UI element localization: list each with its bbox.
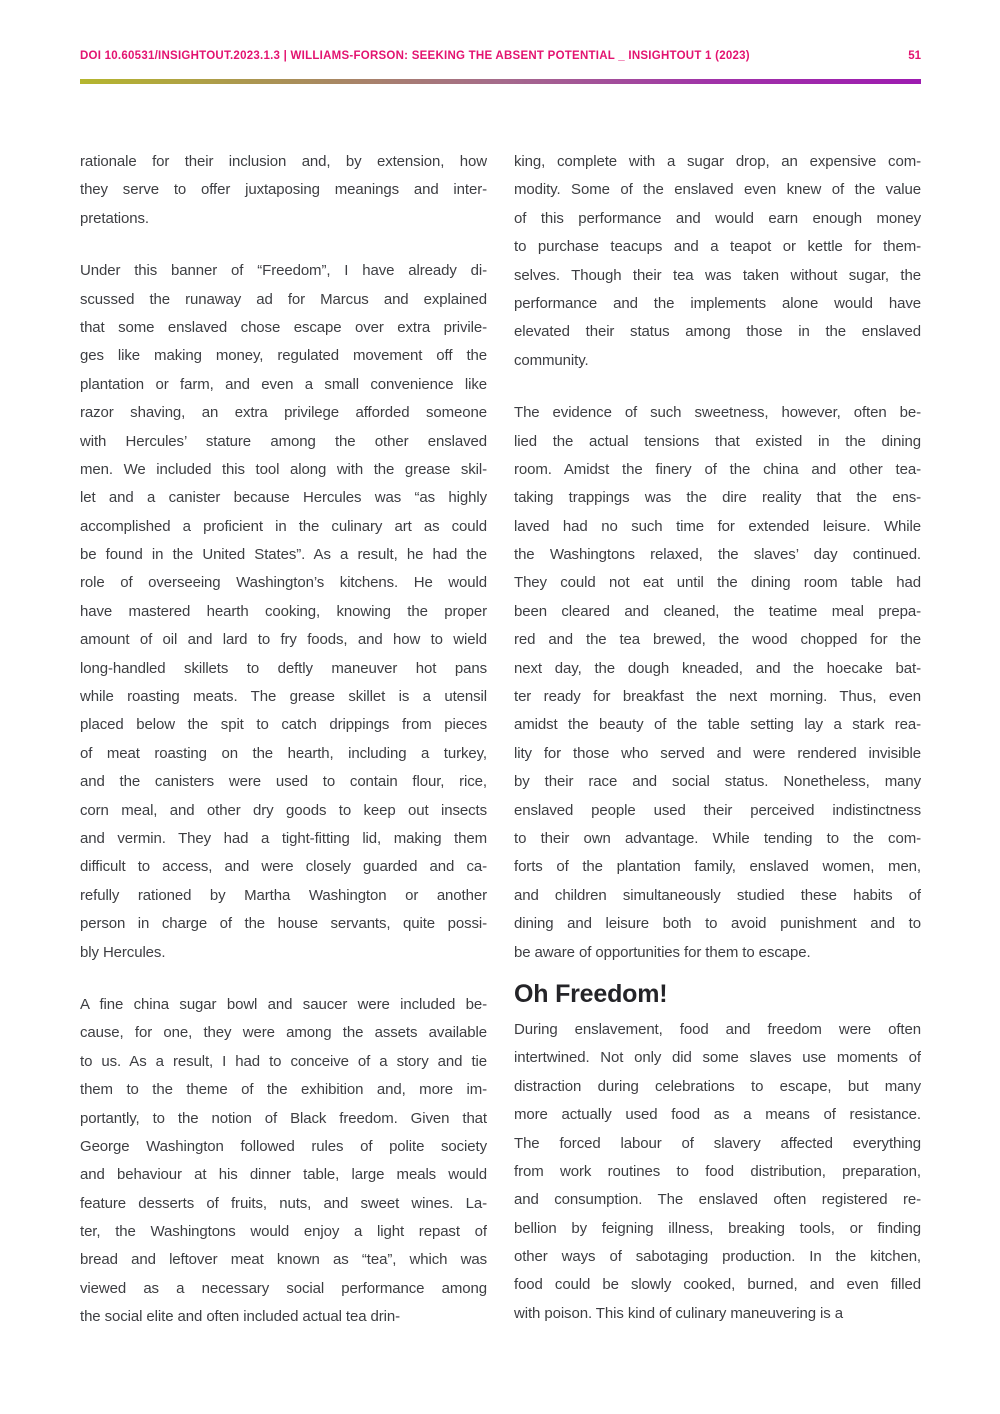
text-line: have mastered hearth cooking, knowing the proper	[80, 602, 487, 620]
text-line: them to the theme of the exhibition and, more im-	[80, 1081, 487, 1099]
text-line: ges like making money, regulated movement off the	[80, 347, 487, 365]
right-column	[514, 148, 921, 1332]
text-line: George Washington followed rules of polite society	[80, 1137, 487, 1155]
text-line: and consumption. The enslaved often registered re-	[514, 1191, 921, 1209]
text-line: They could not eat until the dining room table had	[514, 574, 921, 592]
text-line: with poison. This kind of culinary maneuvering is a	[514, 1304, 843, 1322]
text-line: placed below the spit to catch drippings from pieces	[80, 716, 487, 734]
text-line: let and a canister because Hercules was “as highly	[80, 489, 487, 507]
page-header	[0, 0, 1000, 84]
text-line: Under this banner of “Freedom”, I have already di-	[80, 262, 487, 280]
text-line: king, complete with a sugar drop, an expensive com-	[514, 153, 921, 170]
text-line: they serve to offer juxtaposing meanings and inter-	[80, 181, 487, 199]
text-line: to us. As a result, I had to conceive of a story and tie	[80, 1052, 487, 1070]
text-line: distraction during celebrations to escape, but many	[514, 1077, 921, 1095]
paragraph	[514, 1016, 921, 1328]
text-line: cause, for one, they were among the assets available	[80, 1024, 487, 1042]
text-line: pretations.	[80, 209, 149, 227]
text-line: scussed the runaway ad for Marcus and explained	[80, 290, 487, 308]
text-line: that some enslaved chose escape over extra privile-	[80, 318, 487, 336]
text-line: more actually used food as a means of resistance.	[514, 1106, 921, 1124]
text-line: feature desserts of fruits, nuts, and sweet wines. La-	[80, 1194, 487, 1212]
text-line: lied the actual tensions that existed in the dining	[514, 432, 921, 450]
text-line: and vermin. They had a tight-fitting lid, making them	[80, 829, 487, 847]
text-line: red and the tea brewed, the wood chopped for the	[514, 631, 921, 649]
text-line: ter, the Washingtons would enjoy a light repast of	[80, 1223, 487, 1241]
text-line: rationale for their inclusion and, by extension, how	[80, 153, 487, 170]
text-line: while roasting meats. The grease skillet is a utensil	[80, 688, 487, 706]
text-line: bellion by feigning illness, breaking tools, or finding	[514, 1219, 921, 1237]
text-line: accomplished a proficient in the culinary art as could	[80, 517, 487, 535]
text-line: The evidence of such sweetness, however, often be-	[514, 404, 921, 422]
text-line: person in charge of the house servants, quite possi-	[80, 915, 487, 933]
text-line: forts of the plantation family, enslaved women, men,	[514, 858, 921, 876]
text-line: the social elite and often included actual tea drin-	[80, 1308, 401, 1326]
text-line: be found in the United States”. As a result, he had the	[80, 546, 487, 564]
paragraph	[80, 148, 487, 233]
article-columns	[80, 148, 921, 1332]
text-line: other ways of sabotaging production. In the kitchen,	[514, 1248, 921, 1266]
text-line: amidst the beauty of the table setting lay a stark rea-	[514, 716, 921, 734]
text-line: taking trappings was the dire reality that the ens-	[514, 489, 921, 507]
text-line: bly Hercules.	[80, 943, 166, 961]
text-line: community.	[514, 351, 589, 369]
text-line: viewed as a necessary social performance among	[80, 1279, 487, 1297]
text-line: dining and leisure both to avoid punishment and to	[514, 915, 921, 933]
text-line: from work routines to food distribution, preparation,	[514, 1162, 921, 1180]
text-line: lity for those who served and were rendered invisible	[514, 744, 921, 762]
text-line: men. We included this tool along with the grease skil-	[80, 460, 487, 478]
gradient-rule	[80, 79, 921, 84]
text-line: of this performance and would earn enough money	[514, 209, 921, 227]
text-line: amount of oil and lard to fry foods, and how to wield	[80, 631, 487, 649]
text-line: refully rationed by Martha Washington or another	[80, 886, 487, 904]
text-line: corn meal, and other dry goods to keep out insects	[80, 801, 487, 819]
section-heading: Oh Freedom!	[514, 979, 668, 1008]
text-line: ter ready for breakfast the next morning. Thus, even	[514, 688, 921, 706]
text-line: performance and the implements alone would have	[514, 294, 921, 312]
text-line: be aware of opportunities for them to escape.	[514, 943, 811, 961]
text-line: been cleared and cleaned, the teatime meal prepa-	[514, 602, 921, 620]
text-line: next day, the dough kneaded, and the hoecake bat-	[514, 659, 921, 677]
running-head: DOI 10.60531/INSIGHTOUT.2023.1.3 | WILLIAMS-FORSON: SEEKING THE ABSENT POTENTIAL _ INSIGHTOUT 1 (2023)	[80, 50, 750, 62]
text-line: razor shaving, an extra privilege afforded someone	[80, 404, 487, 422]
text-line: selves. Though their tea was taken without sugar, the	[514, 266, 921, 284]
text-line: portantly, to the notion of Black freedom. Given that	[80, 1109, 487, 1127]
text-line: room. Amidst the finery of the china and other tea-	[514, 460, 921, 478]
paragraph	[514, 399, 921, 967]
paragraph	[80, 991, 487, 1332]
text-line: enslaved people used their perceived indistinctness	[514, 801, 921, 819]
left-column	[80, 148, 487, 1332]
text-line: with Hercules’ stature among the other enslaved	[80, 432, 487, 450]
text-line: the Washingtons relaxed, the slaves’ day continued.	[514, 546, 921, 564]
text-line: by their race and social status. Nonetheless, many	[514, 773, 921, 791]
text-line: difficult to access, and were closely guarded and ca-	[80, 858, 487, 876]
text-line: bread and leftover meat known as “tea”, which was	[80, 1251, 487, 1269]
text-line: of meat roasting on the hearth, including a turkey,	[80, 744, 487, 762]
text-line: modity. Some of the enslaved even knew of the value	[514, 181, 921, 199]
text-line: During enslavement, food and freedom were often	[514, 1020, 921, 1038]
text-line: intertwined. Not only did some slaves use moments of	[514, 1049, 921, 1067]
text-line: long-handled skillets to deftly maneuver hot pans	[80, 659, 487, 677]
text-line: elevated their status among those in the enslaved	[514, 323, 921, 341]
text-line: food could be slowly cooked, burned, and even filled	[514, 1276, 921, 1294]
page-number: 51	[908, 50, 921, 62]
text-line: plantation or farm, and even a small convenience like	[80, 375, 487, 393]
text-line: A fine china sugar bowl and saucer were included be-	[80, 995, 487, 1013]
text-line: The forced labour of slavery affected everything	[514, 1134, 921, 1152]
text-line: to purchase teacups and a teapot or kettle for them-	[514, 238, 921, 256]
paragraph	[514, 148, 921, 375]
text-line: role of overseeing Washington’s kitchens. He would	[80, 574, 487, 592]
text-line: and the canisters were used to contain flour, rice,	[80, 773, 487, 791]
text-line: laved had no such time for extended leisure. While	[514, 517, 921, 535]
text-line: and children simultaneously studied these habits of	[514, 886, 921, 904]
header-row	[80, 50, 921, 62]
text-line: and behaviour at his dinner table, large meals would	[80, 1166, 487, 1184]
paragraph	[80, 257, 487, 967]
text-line: to their own advantage. While tending to the com-	[514, 829, 921, 847]
